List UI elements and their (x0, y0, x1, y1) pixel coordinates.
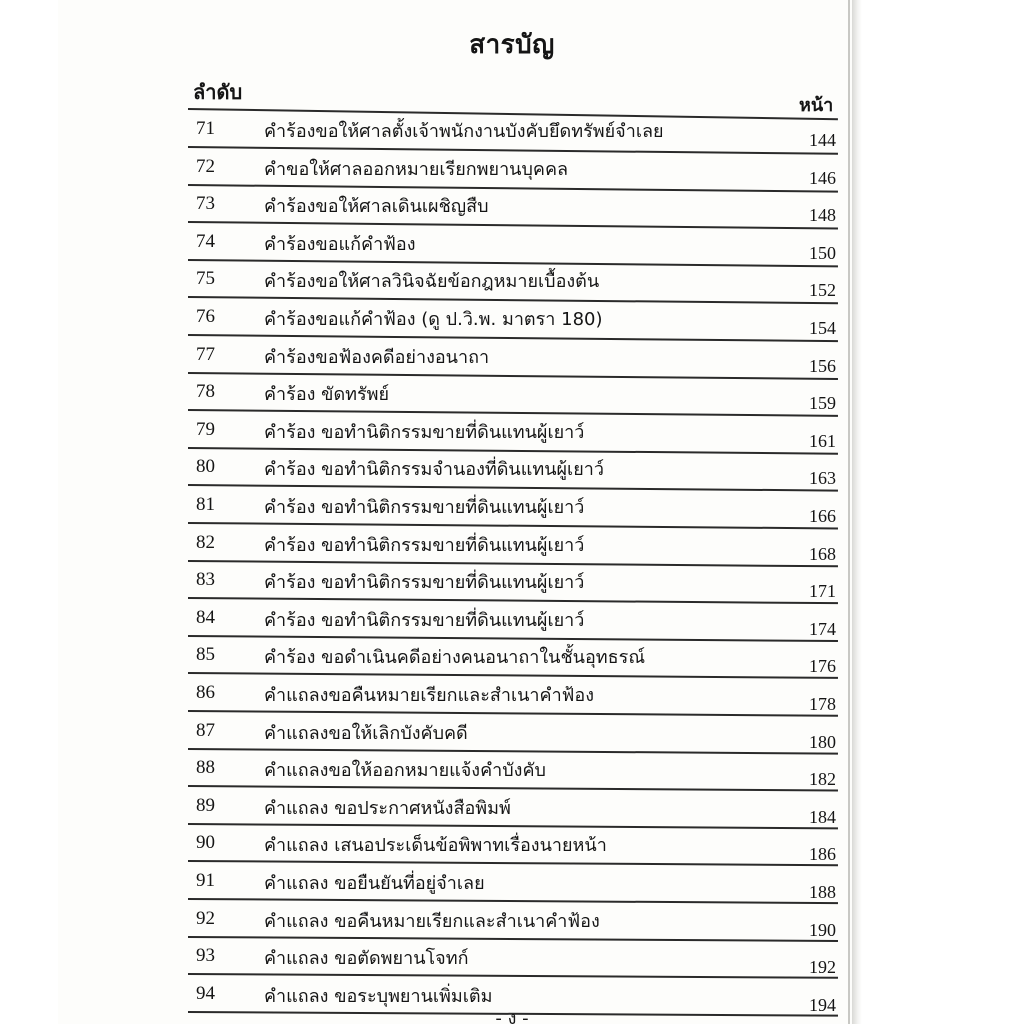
toc-entry-title: คำร้อง ขอทำนิติกรรมขายที่ดินแทนผู้เยาว์ (264, 572, 585, 594)
toc-entry-title: คำร้อง ขอดำเนินคดีอย่างคนอนาถาในชั้นอุทธรณ์ (264, 647, 646, 669)
toc-entry-number: 80 (196, 456, 215, 478)
toc-entry-page: 180 (809, 731, 836, 752)
toc-entry-page: 150 (809, 242, 836, 263)
toc-entry-page: 156 (809, 355, 836, 376)
toc-entry-page: 188 (809, 882, 836, 902)
toc-entry-number: 94 (196, 982, 215, 1004)
toc-entry-number: 78 (196, 381, 215, 403)
toc-entry-title: คำแถลง ขอยืนยันที่อยู่จำเลย (264, 873, 485, 894)
toc-entry-title: คำร้อง ขอทำนิติกรรมจำนองที่ดินแทนผู้เยาว์ (264, 459, 604, 481)
toc-entry-page: 166 (809, 506, 836, 526)
toc-entry-page: 174 (809, 618, 836, 639)
toc-entry-title: คำร้องขอให้ศาลเดินเผชิญสืบ (264, 196, 489, 218)
toc-entry-title: คำแถลง ขอคืนหมายเรียกและสำเนาคำฟ้อง (264, 910, 600, 932)
toc-entry-page: 163 (809, 468, 836, 489)
toc-entry-number: 92 (196, 907, 215, 929)
toc-entry-page: 190 (809, 919, 836, 940)
toc-entry-title: คำแถลงขอให้เลิกบังคับคดี (264, 722, 468, 744)
toc-entry-title: คำแถลงขอคืนหมายเรียกและสำเนาคำฟ้อง (264, 685, 595, 706)
toc-entry-number: 86 (196, 682, 215, 703)
toc-entry-number: 74 (196, 230, 215, 252)
page-edge (848, 0, 850, 1024)
toc-entry-page: 168 (809, 543, 836, 564)
toc-entry-page: 161 (809, 430, 836, 451)
toc-entry-title: คำร้อง ขอทำนิติกรรมขายที่ดินแทนผู้เยาว์ (264, 534, 585, 556)
toc-entry-number: 91 (196, 870, 215, 891)
toc-entry-page: 146 (809, 167, 836, 188)
toc-entry-number: 77 (196, 343, 215, 365)
toc-entry-title: คำร้องขอให้ศาลวินิจฉัยข้อกฎหมายเบื้องต้น (264, 271, 600, 293)
toc-entry-title: คำร้อง ขัดทรัพย์ (264, 384, 390, 406)
toc-entry-page: 176 (809, 656, 836, 677)
toc-entry-number: 81 (196, 494, 215, 515)
toc-entry-number: 76 (196, 306, 215, 327)
toc-entry-page: 184 (809, 806, 836, 827)
toc-entry-title: คำแถลง ขอตัดพยานโจทก์ (264, 948, 469, 970)
toc-entry-page: 154 (809, 318, 836, 338)
page-spine-shadow (852, 0, 862, 1024)
toc-entry-number: 87 (196, 719, 215, 741)
toc-entry-number: 88 (196, 757, 215, 779)
toc-entry-title: คำแถลง ขอระบุพยานเพิ่มเติม (264, 985, 493, 1007)
page-title: สารบัญ (469, 30, 555, 60)
toc-entry-page: 152 (809, 280, 836, 301)
toc-entry-title: คำแถลง เสนอประเด็นข้อพิพาทเรื่องนายหน้า (264, 835, 607, 857)
toc-entry-title: คำร้องขอแก้คำฟ้อง (264, 233, 416, 255)
toc-entry-title: คำร้อง ขอทำนิติกรรมขายที่ดินแทนผู้เยาว์ (264, 609, 585, 631)
toc-entry-title: คำร้องขอให้ศาลตั้งเจ้าพนักงานบังคับยึดทรัพย์จำเลย (264, 121, 664, 142)
toc-entry-title: คำแถลง ขอประกาศหนังสือพิมพ์ (264, 797, 511, 819)
toc-entry-number: 89 (196, 794, 215, 816)
column-header-sequence: ลำดับ (193, 80, 243, 104)
page-number-footer: - ง - (495, 1008, 529, 1029)
toc-entry-number: 75 (196, 268, 215, 290)
toc-entry-title: คำร้อง ขอทำนิติกรรมขายที่ดินแทนผู้เยาว์ (264, 421, 585, 443)
toc-entry-title: คำขอให้ศาลออกหมายเรียกพยานบุคคล (264, 158, 569, 180)
toc-entry-number: 84 (196, 606, 215, 628)
toc-entry-number: 85 (196, 644, 215, 666)
toc-entry-page: 178 (809, 694, 836, 714)
toc-entry-page: 182 (809, 769, 836, 790)
toc-entry-title: คำร้องขอฟ้องคดีอย่างอนาถา (264, 346, 490, 368)
toc-entry-page: 159 (809, 393, 836, 414)
toc-entry-title: คำแถลงขอให้ออกหมายแจ้งคำบังคับ (264, 760, 546, 782)
toc-entry-number: 90 (196, 832, 215, 854)
toc-entry-page: 194 (809, 994, 836, 1015)
toc-entry-number: 82 (196, 531, 215, 553)
toc-entry-title: คำร้อง ขอทำนิติกรรมขายที่ดินแทนผู้เยาว์ (264, 497, 585, 518)
column-header-page: หน้า (799, 95, 834, 116)
toc-entry-page: 171 (809, 581, 836, 602)
toc-entry-page: 148 (809, 205, 836, 226)
toc-entry-page: 186 (809, 844, 836, 865)
toc-entry-number: 72 (196, 155, 215, 177)
toc-entry-number: 79 (196, 418, 215, 440)
toc-entry-number: 93 (196, 945, 215, 967)
toc-entry-title: คำร้องขอแก้คำฟ้อง (ดู ป.วิ.พ. มาตรา 180) (264, 309, 603, 330)
toc-entry-page: 144 (809, 130, 836, 150)
toc-entry-page: 192 (809, 957, 836, 978)
toc-entry-number: 71 (196, 118, 215, 139)
toc-entry-number: 83 (196, 569, 215, 591)
toc-entry-number: 73 (196, 193, 215, 215)
